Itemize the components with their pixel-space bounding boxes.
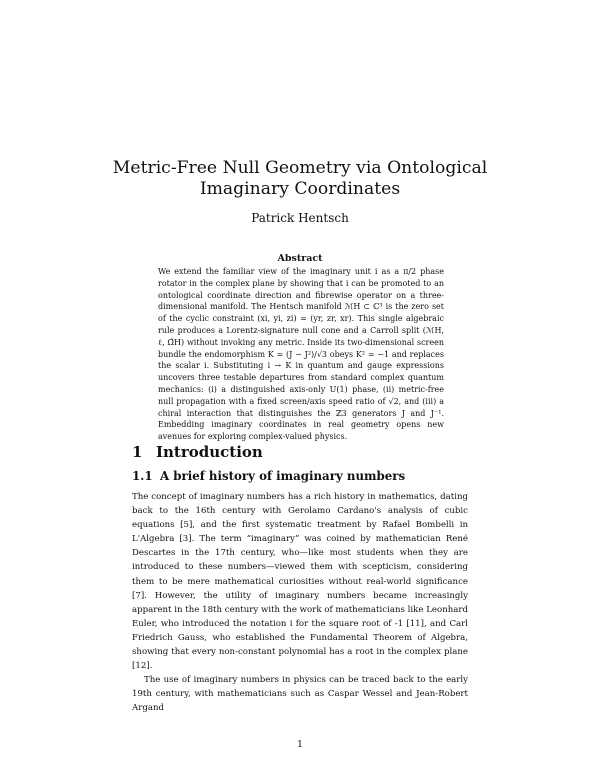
subsection-number: 1.1: [132, 469, 153, 483]
title-line-2: Imaginary Coordinates: [199, 179, 401, 199]
paragraph-1: The concept of imaginary numbers has a rich history in mathematics, dating back to the 16th century with Gerolamo Cardano's analysis of cubic equations [5], and the first systematic treatment by Rafael Bombelli in L'Algebra [3]. The term “imaginary” was coined by mathematician René Descartes in the 17th century, who—like most students when they are introduced to these numbers—viewed them with scepticism, considering them to be mere mathematical curiosities without real-world significance [7]. However, the utility of imaginary numbers became increasingly apparent in the 18th century with the work of mathematicians like Leonhard Euler, who introduced the notation i for the square root of -1 [11], and Carl Friedrich Gauss, who established the Fundamental Theorem of Algebra, showing that every non-constant polynomial has a root in the complex plane [12].: [132, 492, 468, 672]
abstract-body: [158, 266, 444, 443]
author-name: Patrick Hentsch: [251, 211, 349, 225]
section-title: Introduction: [156, 443, 263, 461]
abstract-heading: Abstract: [277, 253, 323, 264]
paper-title: [0, 158, 600, 200]
subsection-heading: [132, 469, 405, 483]
subsection-title: A brief history of imaginary numbers: [160, 469, 406, 483]
abstract-text: We extend the familiar view of the imaginary unit i as a π/2 phase rotator in the complex plane by showing that i can be promoted to an ontological coordinate direction and fibrewise operator on a three-dimensional manifold. The Hentsch manifold ℳH ⊂ ℂ³ is the zero set of the cyclic constraint (xi, yi, zi) = (yr, zr, xr). This single algebraic rule produces a Lorentz-signature null cone and a Carroll split (ℳH, ℓ, Ω̃H) without invoking any metric. Inside its two-dimensional screen bundle the endomorphism K = (J − J²)/√3 obeys K² = −1 and replaces the scalar i. Substituting i → K in quantum and gauge expressions uncovers three testable departures from standard complex quantum mechanics: (i) a distinguished axis-only U(1) phase, (ii) metric-free null propagation with a fixed screen/axis speed ratio of √2, and (iii) a chiral interaction that distinguishes the ℤ3 generators J and J⁻¹. Embedding imaginary coordinates in real geometry opens new avenues for exploring complex-valued physics.: [158, 267, 444, 442]
section-number: 1: [132, 443, 143, 461]
page-number: 1: [296, 739, 304, 750]
paragraph-2: The use of imaginary numbers in physics can be traced back to the early 19th century, with mathematicians such as Caspar Wessel and Jean-Robert Argand: [132, 675, 468, 714]
title-line-1: Metric-Free Null Geometry via Ontological: [112, 158, 488, 178]
body-text: [132, 490, 468, 716]
section-heading: [132, 443, 263, 461]
